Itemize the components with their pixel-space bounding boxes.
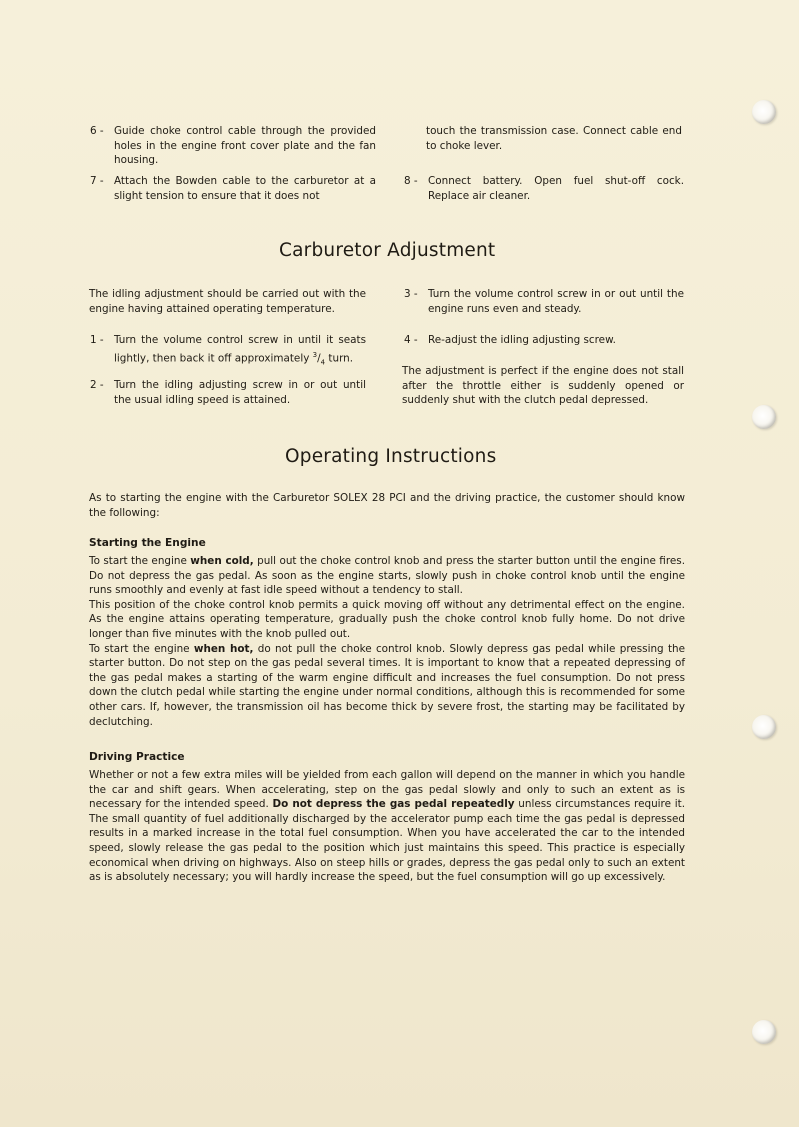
- binder-hole: [752, 100, 776, 124]
- text-run: Whether or not a few extra miles will be yielded from each gallon will depend on the manner in which you handle the car and shift gears. When accelerating, step on the gas pedal slowly and only to such an extent as is necessary for the intended speed.: [89, 769, 685, 811]
- adjustment-intro: The idling adjustment should be carried out with the engine having attained operating temperature.: [89, 288, 366, 315]
- text-run: pull out the choke control knob and press the starter button until the engine fires. Do not depress the gas pedal. As soon as the engine starts, slowly push in choke control knob until the engine runs smoothly and evenly at fast idle speed without a tendency to stall.: [89, 555, 685, 597]
- starting-paragraphs: [89, 554, 685, 729]
- installation-step-7-continuation: touch the transmission case. Connect cable end to choke lever.: [426, 125, 682, 152]
- adjustment-step-1: [90, 333, 366, 370]
- section-title-carburetor-adjustment: Carburetor Adjustment: [279, 240, 496, 261]
- step-text: Turn the volume control screw in until it seats lightly, then back it off approximately $^3/_4$ turn.: [114, 334, 366, 367]
- step-text: Connect battery. Open fuel shut-off cock. Replace air cleaner.: [428, 175, 684, 202]
- driving-paragraph: [89, 768, 685, 885]
- step-text: Turn the volume control screw in or out until the engine runs even and steady.: [428, 288, 684, 315]
- step-number: 6 -: [90, 125, 104, 137]
- step-text: Turn the idling adjusting screw in or out until the usual idling speed is attained.: [114, 379, 366, 406]
- adjustment-note: The adjustment is perfect if the engine does not stall after the throttle either is suddenly opened or suddenly shut with the clutch pedal depressed.: [402, 365, 684, 407]
- emphasis-do-not-depress: Do not depress the gas pedal repeatedly: [272, 798, 515, 811]
- choke-position-paragraph: This position of the choke control knob permits a quick moving off without any detrimental effect on the engine. As the engine attains operating temperature, gradually push the choke control knob fully home. Do not drive longer than five minutes with the knob pulled out.: [89, 598, 685, 640]
- installation-step-6: [90, 124, 376, 168]
- step-text: Guide choke control cable through the provided holes in the engine front cover plate and the fan housing.: [114, 125, 376, 167]
- step-number: 7 -: [90, 175, 104, 187]
- step-number: 1 -: [90, 334, 104, 346]
- section-title-operating-instructions: Operating Instructions: [285, 446, 497, 467]
- installation-step-7: [90, 174, 376, 203]
- starting-hot-paragraph: [89, 642, 685, 730]
- operating-intro: As to starting the engine with the Carburetor SOLEX 28 PCI and the driving practice, the customer should know the following:: [89, 492, 685, 519]
- step-text: Re-adjust the idling adjusting screw.: [428, 334, 616, 346]
- step-number: 4 -: [404, 334, 418, 346]
- driving-practice-text: [89, 768, 685, 885]
- step-text-part: turn.: [325, 352, 354, 365]
- starting-cold-paragraph: [89, 554, 685, 598]
- subheading-driving-practice: Driving Practice: [89, 751, 185, 763]
- emphasis-when-hot: when hot,: [193, 642, 254, 655]
- text-run: do not pull the choke control knob. Slowly depress gas pedal while pressing the starter button. Do not step on the gas pedal several times. It is important to know that a repeated depressing of the gas pedal makes a starting of the warm engine difficult and increases the fuel consumption. Do not press down the clutch pedal while starting the engine under normal conditions, although this is recommended for some other cars. If, however, the transmission oil has become thick by severe frost, the starting may be facilitated by declutching.: [89, 642, 686, 728]
- step-text-part: Turn the volume control screw in until it seats lightly, then back it off approximately: [114, 334, 366, 365]
- adjustment-step-3: [404, 287, 684, 316]
- step-number: 8 -: [404, 175, 418, 187]
- emphasis-when-cold: when cold,: [190, 555, 254, 567]
- subheading-starting-engine: Starting the Engine: [89, 537, 206, 549]
- step-text: Attach the Bowden cable to the carburetor at a slight tension to ensure that it does not: [114, 175, 376, 202]
- step-number: 2 -: [90, 379, 104, 391]
- adjustment-step-4: [404, 333, 684, 348]
- adjustment-step-2: [90, 378, 366, 407]
- text-run: To start the engine: [89, 642, 194, 655]
- binder-hole: [752, 715, 776, 739]
- text-run: To start the engine: [89, 555, 191, 567]
- installation-step-8: [404, 174, 684, 203]
- binder-hole: [752, 405, 776, 429]
- step-number: 3 -: [404, 288, 418, 300]
- binder-hole: [752, 1020, 776, 1044]
- fraction-denominator: 4: [320, 358, 326, 367]
- fraction-numerator: 3: [312, 350, 318, 359]
- text-run: unless circumstances require it. The small quantity of fuel additionally discharged by the accelerator pump each time the gas pedal is depressed results in a marked increase in the total fuel consumption. When you have accelerated the car to the intended speed, slowly release the gas pedal to the position which just maintains this speed. This practice is especially economical when driving on highways. Also on steep hills or grades, depress the gas pedal only to such an extent as is absolutely necessary; you will hardly increase the speed, but the fuel consumption will go up excessively.: [89, 798, 685, 884]
